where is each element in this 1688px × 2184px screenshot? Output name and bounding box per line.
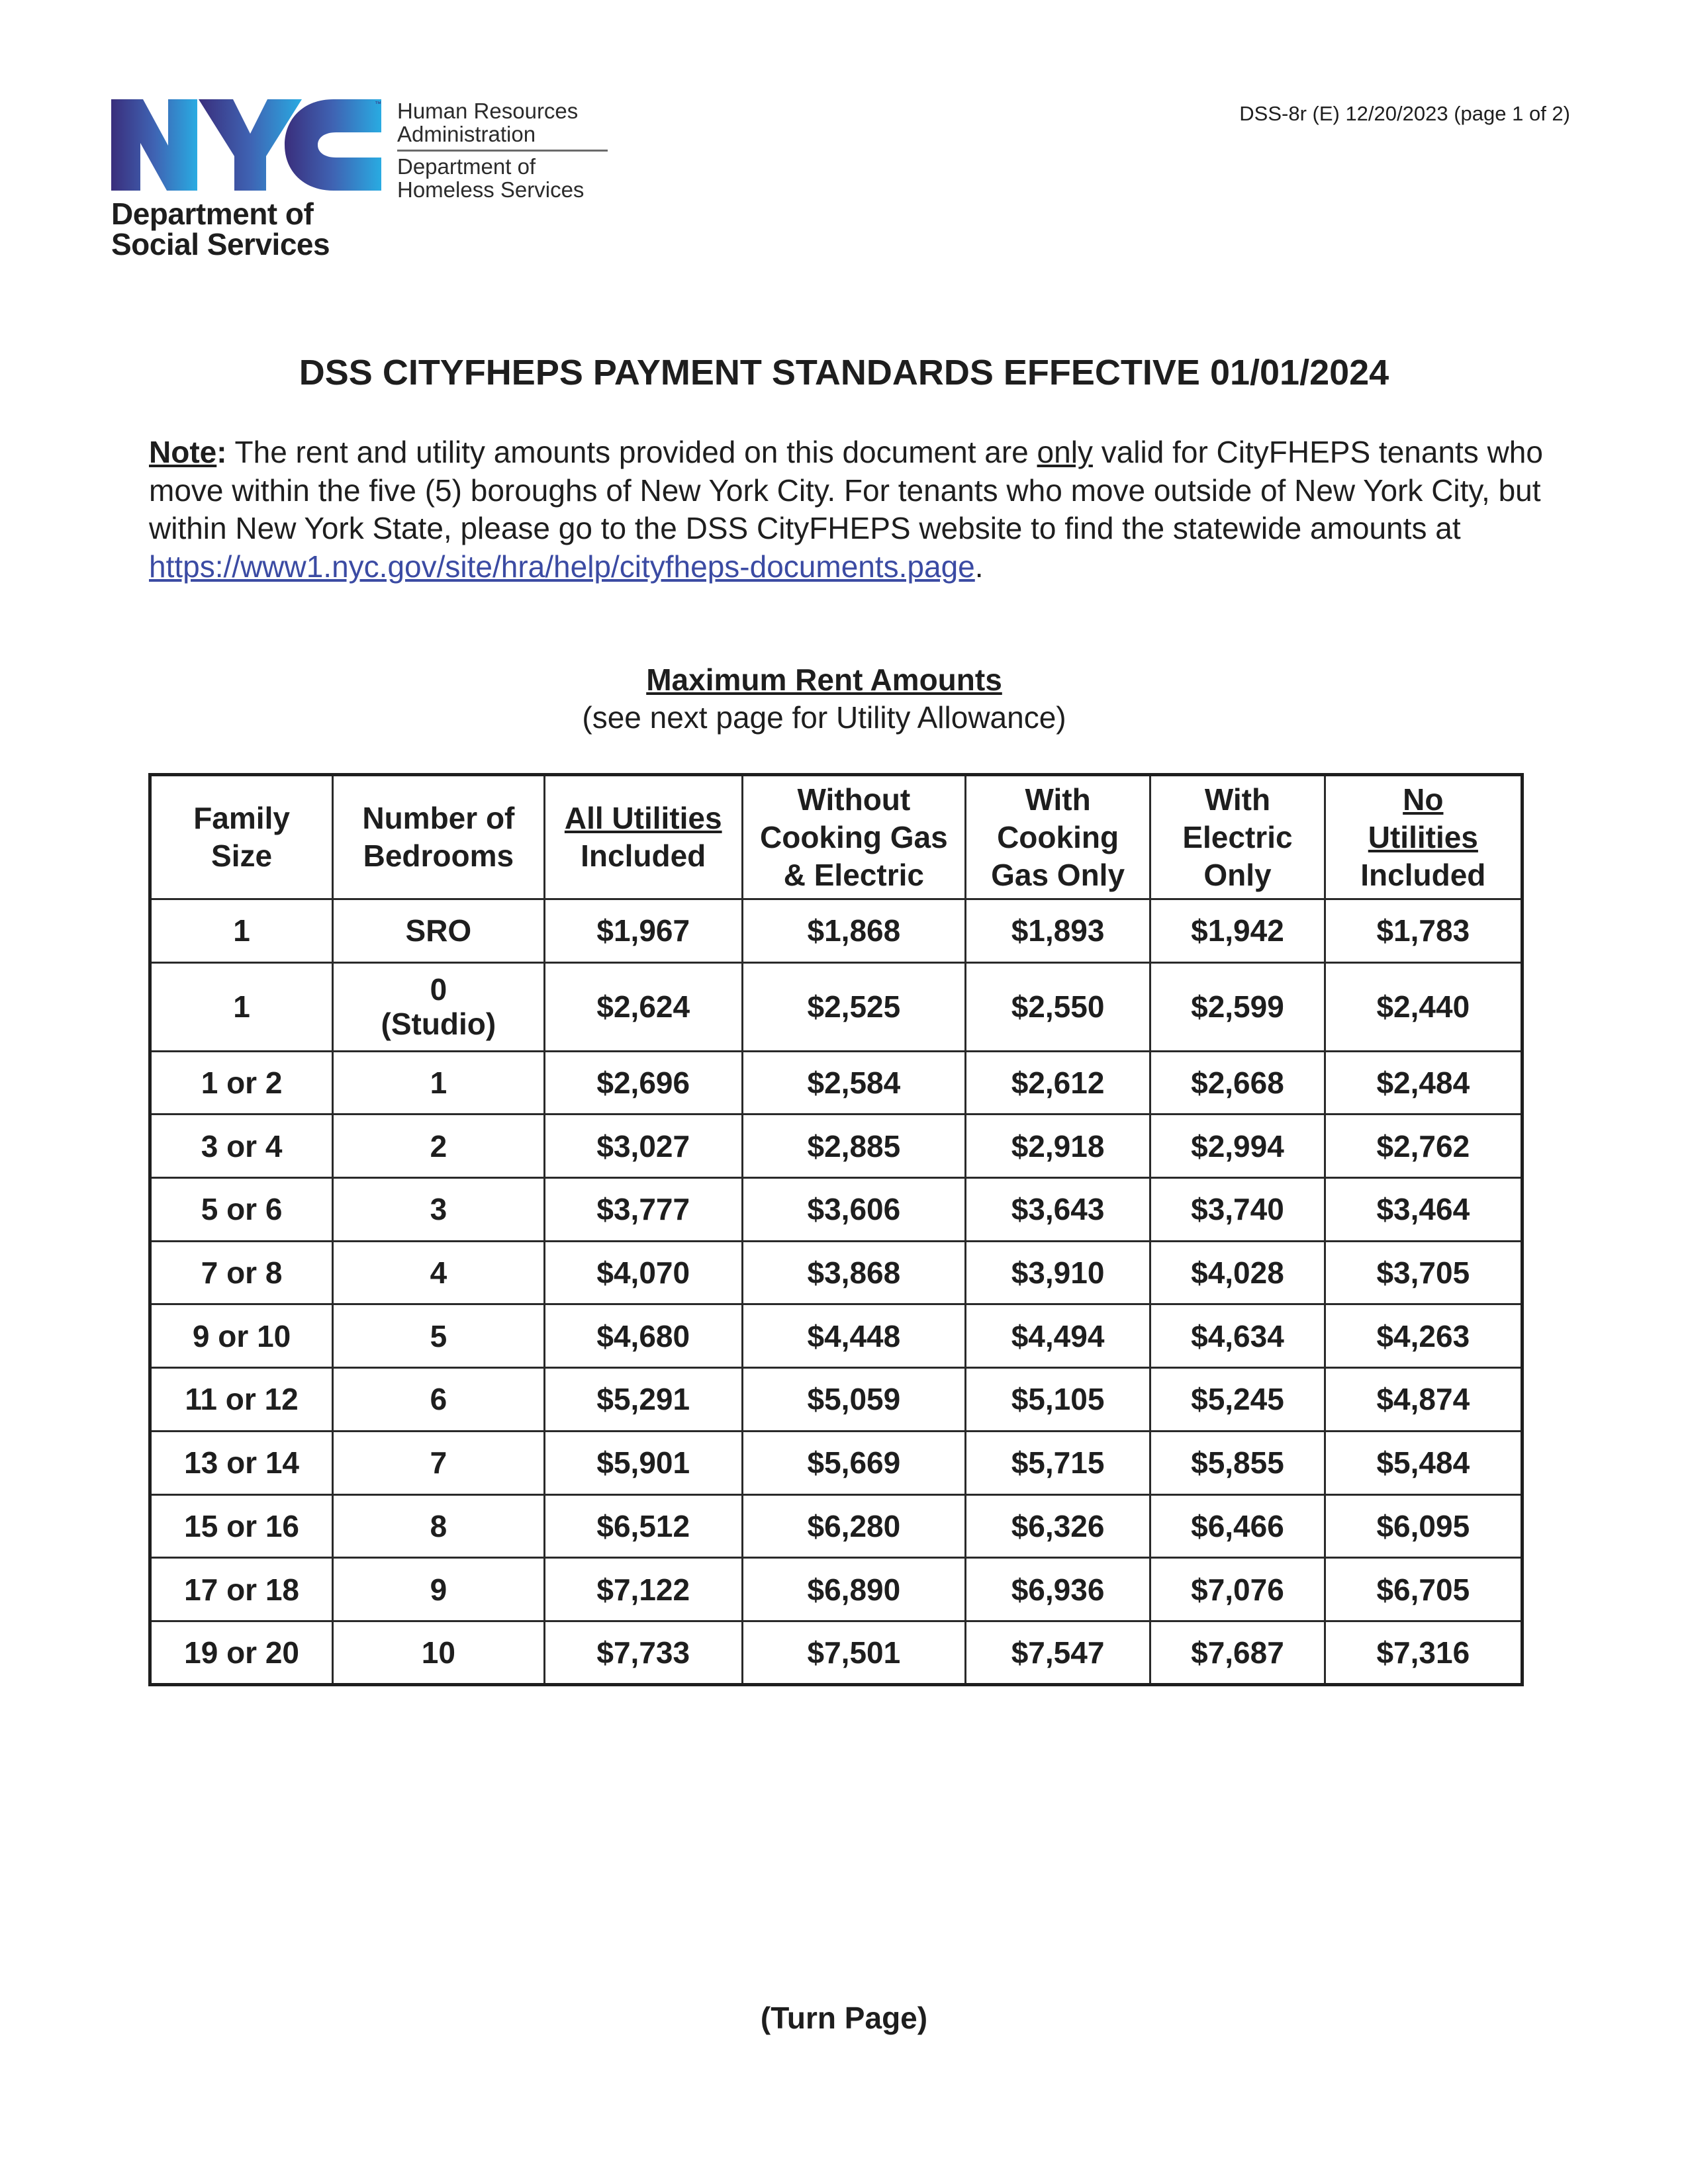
bedrooms-cell — [333, 1051, 544, 1115]
bedrooms-cell-value: 4 — [430, 1255, 447, 1291]
family-size-cell — [150, 1304, 333, 1368]
without-cooking-cell-value: $1,868 — [807, 913, 901, 948]
family-size-cell — [150, 1241, 333, 1304]
all-utilities-cell — [544, 1178, 742, 1242]
all-utilities-cell — [544, 1621, 742, 1684]
table-header-row — [150, 775, 1523, 899]
family-size-cell — [150, 1115, 333, 1178]
family-size-cell — [150, 899, 333, 963]
all-utilities-cell-value: $7,733 — [596, 1635, 690, 1670]
family-size-cell-value: 13 or 14 — [184, 1445, 300, 1480]
agency-divider — [397, 150, 608, 152]
without-cooking-cell-value: $5,669 — [807, 1445, 901, 1480]
note-emphasis: only — [1037, 435, 1093, 469]
all-utilities-cell — [544, 1115, 742, 1178]
no-utilities-cell-value: $4,874 — [1376, 1382, 1470, 1417]
electric-only-cell — [1150, 1621, 1325, 1684]
all-utilities-cell — [544, 1558, 742, 1621]
logo-letter-c — [285, 99, 381, 191]
agency-line-1: Human Resources — [397, 99, 579, 123]
family-size-cell — [150, 1178, 333, 1242]
department-line-2: Social Services — [111, 227, 330, 261]
family-size-cell-value: 11 or 12 — [185, 1382, 299, 1417]
no-utilities-cell — [1325, 1558, 1522, 1621]
bedrooms-cell — [333, 899, 544, 963]
all-utilities-cell-value: $6,512 — [596, 1508, 690, 1543]
all-utilities-cell-value: $4,070 — [596, 1255, 690, 1291]
no-utilities-cell-value: $3,705 — [1376, 1255, 1470, 1291]
cooking-gas-only-cell — [965, 1621, 1150, 1684]
nyc-dss-logo — [111, 99, 614, 271]
cooking-gas-only-cell — [965, 1558, 1150, 1621]
bedrooms-cell-value: SRO — [405, 913, 472, 948]
without-cooking-cell-value: $3,868 — [807, 1255, 901, 1291]
svg-text:™: ™ — [375, 101, 381, 108]
bedrooms-cell-value: 5 — [430, 1318, 447, 1353]
all-utilities-cell-value: $5,901 — [596, 1445, 690, 1480]
bedrooms-cell — [333, 1115, 544, 1178]
all-utilities-cell — [544, 899, 742, 963]
family-size-cell-value: 1 — [233, 989, 250, 1024]
all-utilities-cell — [544, 1368, 742, 1432]
family-size-cell — [150, 1368, 333, 1432]
without-cooking-cell — [742, 1621, 965, 1684]
no-utilities-cell-value: $6,705 — [1376, 1572, 1470, 1607]
electric-only-cell — [1150, 962, 1325, 1051]
cooking-gas-only-cell — [965, 1368, 1150, 1432]
bedrooms-cell — [333, 1621, 544, 1684]
table-row — [150, 1494, 1523, 1558]
bedrooms-cell-value: 6 — [430, 1382, 447, 1417]
electric-only-cell — [1150, 1431, 1325, 1494]
without-cooking-cell-value: $3,606 — [807, 1192, 901, 1227]
bedrooms-cell — [333, 1368, 544, 1432]
turn-page-notice: (Turn Page) — [760, 2001, 928, 2035]
without-cooking-cell — [742, 1431, 965, 1494]
cooking-gas-only-cell — [965, 1115, 1150, 1178]
no-utilities-cell — [1325, 1051, 1522, 1115]
without-cooking-cell-value: $6,890 — [807, 1572, 901, 1607]
bedrooms-cell — [333, 1241, 544, 1304]
all-utilities-cell-value: $2,624 — [596, 989, 690, 1024]
note-text-2: valid for CityFHEPS tenants who move within the five (5) boroughs of New York City. For tenants who move outside of New York City, but within New York State, please go to the DSS CityFHEPS website to find the statewide amounts at — [149, 435, 1543, 545]
family-size-cell — [150, 1494, 333, 1558]
electric-only-cell-value: $4,028 — [1191, 1255, 1284, 1291]
without-cooking-cell — [742, 1304, 965, 1368]
electric-only-cell — [1150, 1558, 1325, 1621]
electric-only-cell-value: $2,668 — [1191, 1066, 1284, 1101]
all-utilities-cell-value: $3,777 — [596, 1192, 690, 1227]
no-utilities-cell — [1325, 1431, 1522, 1494]
family-size-cell — [150, 962, 333, 1051]
no-utilities-cell-value: $7,316 — [1376, 1635, 1470, 1670]
header-all-utilities: All Utilities Included — [544, 775, 742, 899]
electric-only-cell-value: $6,466 — [1191, 1508, 1284, 1543]
table-row — [150, 1558, 1523, 1621]
header-bedrooms: Number of Bedrooms — [333, 775, 544, 899]
all-utilities-cell-value: $4,680 — [596, 1318, 690, 1353]
all-utilities-cell — [544, 962, 742, 1051]
family-size-cell-value: 19 or 20 — [184, 1635, 300, 1670]
no-utilities-cell — [1325, 1494, 1522, 1558]
family-size-cell-value: 7 or 8 — [201, 1255, 283, 1291]
without-cooking-cell-value: $4,448 — [807, 1318, 901, 1353]
without-cooking-cell — [742, 1241, 965, 1304]
table-row — [150, 1621, 1523, 1684]
electric-only-cell-value: $7,687 — [1191, 1635, 1284, 1670]
table-row — [150, 1304, 1523, 1368]
bedrooms-cell — [333, 1558, 544, 1621]
note-period: . — [974, 549, 984, 584]
no-utilities-cell-value: $2,484 — [1376, 1066, 1470, 1101]
department-name — [111, 199, 330, 259]
cooking-gas-only-cell — [965, 1241, 1150, 1304]
electric-only-cell-value: $1,942 — [1191, 913, 1284, 948]
bedrooms-cell-value: 8 — [430, 1508, 447, 1543]
without-cooking-cell — [742, 1051, 965, 1115]
page-title: DSS CITYFHEPS PAYMENT STANDARDS EFFECTIVE 01/01/2024 — [299, 353, 1389, 392]
agency-line-2: Administration — [397, 122, 536, 146]
family-size-cell-value: 17 or 18 — [184, 1572, 300, 1607]
table-row — [150, 1431, 1523, 1494]
no-utilities-cell — [1325, 1241, 1522, 1304]
without-cooking-cell-value: $2,584 — [807, 1066, 901, 1101]
electric-only-cell — [1150, 899, 1325, 963]
electric-only-cell-value: $5,245 — [1191, 1382, 1284, 1417]
without-cooking-cell-value: $6,280 — [807, 1508, 901, 1543]
note-paragraph — [149, 433, 1579, 586]
table-row — [150, 899, 1523, 963]
note-text-1: The rent and utility amounts provided on this document are — [226, 435, 1037, 469]
electric-only-cell — [1150, 1494, 1325, 1558]
cooking-gas-only-cell-value: $6,936 — [1011, 1572, 1105, 1607]
cooking-gas-only-cell — [965, 1494, 1150, 1558]
no-utilities-cell — [1325, 1115, 1522, 1178]
cooking-gas-only-cell-value: $1,893 — [1011, 913, 1105, 948]
family-size-cell — [150, 1558, 333, 1621]
electric-only-cell-value: $3,740 — [1191, 1192, 1284, 1227]
bedrooms-cell — [333, 1304, 544, 1368]
no-utilities-cell — [1325, 899, 1522, 963]
no-utilities-cell-value: $2,762 — [1376, 1128, 1470, 1163]
no-utilities-cell — [1325, 1368, 1522, 1432]
cooking-gas-only-cell-value: $4,494 — [1011, 1318, 1105, 1353]
logo-letter-n — [111, 99, 197, 191]
without-cooking-cell-value: $7,501 — [807, 1635, 901, 1670]
all-utilities-cell-value: $5,291 — [596, 1382, 690, 1417]
without-cooking-cell — [742, 1494, 965, 1558]
cooking-gas-only-cell — [965, 1178, 1150, 1242]
family-size-cell-value: 1 — [233, 913, 250, 948]
cooking-gas-only-cell — [965, 899, 1150, 963]
agency-names — [397, 99, 616, 201]
all-utilities-cell-value: $7,122 — [596, 1572, 690, 1607]
table-row — [150, 1115, 1523, 1178]
header-family-size: Family Size — [150, 775, 333, 899]
table-body — [150, 899, 1523, 1685]
all-utilities-cell — [544, 1051, 742, 1115]
family-size-cell-value: 9 or 10 — [192, 1318, 291, 1353]
table-row — [150, 962, 1523, 1051]
no-utilities-cell-value: $5,484 — [1376, 1445, 1470, 1480]
without-cooking-cell — [742, 899, 965, 963]
no-utilities-cell — [1325, 962, 1522, 1051]
header-electric-only: With Electric Only — [1150, 775, 1325, 899]
bedrooms-cell-value: 1 — [430, 1066, 447, 1101]
agency-line-3: Department of — [397, 154, 536, 179]
without-cooking-cell-value: $2,885 — [807, 1128, 901, 1163]
family-size-cell-value: 1 or 2 — [201, 1066, 283, 1101]
no-utilities-cell-value: $3,464 — [1376, 1192, 1470, 1227]
cooking-gas-only-cell-value: $2,550 — [1011, 989, 1105, 1024]
agency-line-4: Homeless Services — [397, 177, 585, 202]
all-utilities-cell — [544, 1304, 742, 1368]
bedrooms-cell-value: 0 — [430, 972, 447, 1007]
header-cooking-gas-only: With Cooking Gas Only — [965, 775, 1150, 899]
without-cooking-cell — [742, 1558, 965, 1621]
bedrooms-cell — [333, 1431, 544, 1494]
family-size-cell — [150, 1621, 333, 1684]
all-utilities-cell-value: $2,696 — [596, 1066, 690, 1101]
cooking-gas-only-cell-value: $2,612 — [1011, 1066, 1105, 1101]
all-utilities-cell-value: $1,967 — [596, 913, 690, 948]
electric-only-cell — [1150, 1304, 1325, 1368]
cooking-gas-only-cell-value: $2,918 — [1011, 1128, 1105, 1163]
family-size-cell — [150, 1051, 333, 1115]
bedrooms-cell-value: 3 — [430, 1192, 447, 1227]
no-utilities-cell-value: $1,783 — [1376, 913, 1470, 948]
table-title: Maximum Rent Amounts — [646, 662, 1002, 697]
all-utilities-cell — [544, 1241, 742, 1304]
electric-only-cell-value: $4,634 — [1191, 1318, 1284, 1353]
note-colon: : — [216, 435, 227, 469]
cooking-gas-only-cell-value: $3,910 — [1011, 1255, 1105, 1291]
electric-only-cell — [1150, 1241, 1325, 1304]
without-cooking-cell-value: $5,059 — [807, 1382, 901, 1417]
bedrooms-cell — [333, 1494, 544, 1558]
cooking-gas-only-cell — [965, 1304, 1150, 1368]
no-utilities-cell — [1325, 1178, 1522, 1242]
family-size-cell — [150, 1431, 333, 1494]
cooking-gas-only-cell — [965, 1431, 1150, 1494]
all-utilities-cell — [544, 1494, 742, 1558]
table-subtitle: (see next page for Utility Allowance) — [582, 700, 1066, 735]
cooking-gas-only-cell-value: $3,643 — [1011, 1192, 1105, 1227]
electric-only-cell-value: $2,994 — [1191, 1128, 1284, 1163]
no-utilities-cell — [1325, 1304, 1522, 1368]
electric-only-cell-value: $5,855 — [1191, 1445, 1284, 1480]
all-utilities-cell-value: $3,027 — [596, 1128, 690, 1163]
without-cooking-cell — [742, 1368, 965, 1432]
form-identifier: DSS-8r (E) 12/20/2023 (page 1 of 2) — [1239, 102, 1570, 125]
bedrooms-cell-value: 9 — [430, 1572, 447, 1607]
header-no-utilities: No Utilities Included — [1325, 775, 1522, 899]
table-row — [150, 1241, 1523, 1304]
electric-only-cell — [1150, 1178, 1325, 1242]
electric-only-cell-value: $2,599 — [1191, 989, 1284, 1024]
electric-only-cell — [1150, 1115, 1325, 1178]
without-cooking-cell — [742, 1178, 965, 1242]
electric-only-cell-value: $7,076 — [1191, 1572, 1284, 1607]
table-row — [150, 1368, 1523, 1432]
no-utilities-cell-value: $4,263 — [1376, 1318, 1470, 1353]
cooking-gas-only-cell-value: $6,326 — [1011, 1508, 1105, 1543]
table-row — [150, 1178, 1523, 1242]
family-size-cell-value: 15 or 16 — [184, 1508, 300, 1543]
table-row — [150, 1051, 1523, 1115]
all-utilities-cell — [544, 1431, 742, 1494]
bedrooms-cell — [333, 1178, 544, 1242]
family-size-cell-value: 3 or 4 — [201, 1128, 283, 1163]
family-size-cell-value: 5 or 6 — [201, 1192, 283, 1227]
bedrooms-cell — [333, 962, 544, 1051]
bedrooms-cell-value: 10 — [421, 1635, 455, 1670]
cooking-gas-only-cell-value: $5,105 — [1011, 1382, 1105, 1417]
no-utilities-cell-value: $6,095 — [1376, 1508, 1470, 1543]
without-cooking-cell — [742, 962, 965, 1051]
cooking-gas-only-cell — [965, 962, 1150, 1051]
bedrooms-note: (Studio) — [381, 1007, 496, 1042]
no-utilities-cell — [1325, 1621, 1522, 1684]
no-utilities-cell-value: $2,440 — [1376, 989, 1470, 1024]
header-without-cooking-gas-electric: Without Cooking Gas & Electric — [742, 775, 965, 899]
bedrooms-cell-value: 7 — [430, 1445, 447, 1480]
without-cooking-cell — [742, 1115, 965, 1178]
cityfheps-documents-link[interactable]: https://www1.nyc.gov/site/hra/help/cityfheps-documents.page — [149, 549, 975, 584]
cooking-gas-only-cell — [965, 1051, 1150, 1115]
nyc-logo-mark — [111, 99, 381, 191]
maximum-rent-table — [148, 773, 1524, 1686]
cooking-gas-only-cell-value: $5,715 — [1011, 1445, 1105, 1480]
without-cooking-cell-value: $2,525 — [807, 989, 901, 1024]
cooking-gas-only-cell-value: $7,547 — [1011, 1635, 1105, 1670]
bedrooms-cell-value: 2 — [430, 1128, 447, 1163]
department-line-1: Department of — [111, 197, 314, 231]
electric-only-cell — [1150, 1051, 1325, 1115]
electric-only-cell — [1150, 1368, 1325, 1432]
note-label: Note — [149, 435, 217, 469]
